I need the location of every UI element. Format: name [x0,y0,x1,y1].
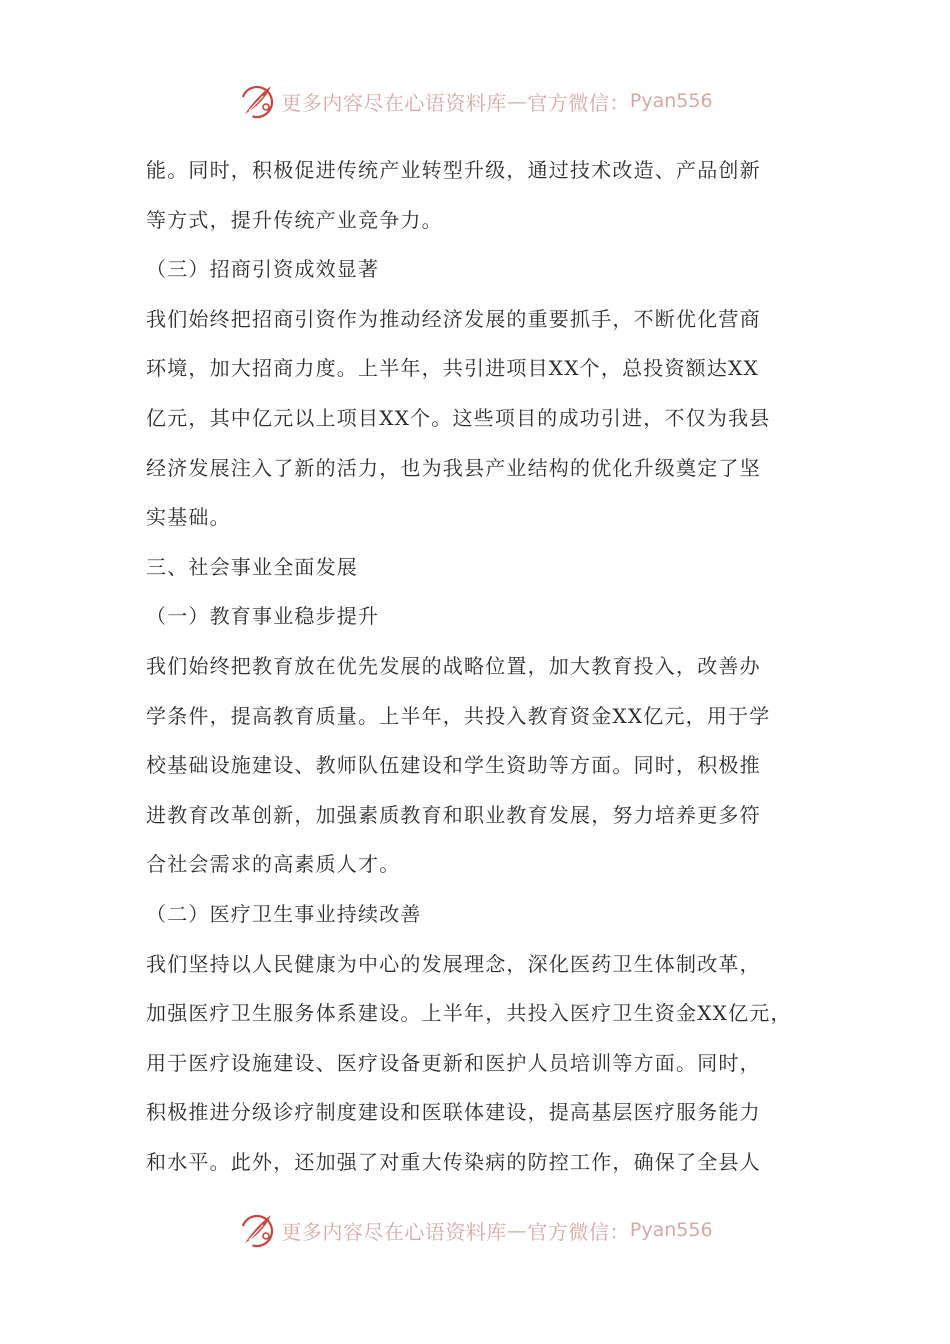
watermark-wechat-id: Pyan556 [629,1219,713,1241]
footer-watermark [0,1205,950,1255]
text-line: 经济发展注入了新的活力，也为我县产业结构的优化升级奠定了坚 [146,455,761,480]
watermark-dash: — [506,1218,528,1242]
watermark-main-text: 更多内容尽在心语资料库 [281,90,507,115]
header-watermark [0,76,950,126]
text-line: 和水平。此外，还加强了对重大传染病的防控工作，确保了全县人 [146,1149,761,1174]
text-line: 我们始终把教育放在优先发展的战略位置，加大教育投入，改善办 [146,653,761,678]
watermark-wechat-id: Pyan556 [629,90,713,112]
quill-logo-icon [237,1210,277,1250]
section-heading: （二）医疗卫生事业持续改善 [146,901,422,926]
text-line: 合社会需求的高素质人才。 [146,852,401,877]
quill-logo-icon [237,81,277,121]
text-line: 能。同时，积极促进传统产业转型升级，通过技术改造、产品创新 [146,158,761,182]
watermark-dash: — [506,89,528,113]
text-line: 我们坚持以人民健康为中心的发展理念，深化医药卫生体制改革， [146,951,761,976]
text-line: 环境，加大招商力度。上半年，共引进项目XX个，总投资额达XX [146,356,759,381]
section-heading: （三）招商引资成效显著 [146,257,380,282]
watermark-sub-text: 官方微信： [527,1219,630,1244]
watermark-sub-text: 官方微信： [527,90,630,115]
text-line: 我们始终把招商引资作为推动经济发展的重要抓手，不断优化营商 [146,306,761,331]
text-line: 等方式，提升传统产业竞争力。 [146,207,443,232]
text-line: 学条件，提高教育质量。上半年，共投入教育资金XX亿元，用于学 [146,703,771,728]
text-line: 校基础设施建设、教师队伍建设和学生资助等方面。同时，积极推 [146,753,761,778]
document-body [146,146,811,1187]
text-line: 积极推进分级诊疗制度建设和医联体建设，提高基层医疗服务能力 [146,1100,761,1125]
text-line: 亿元，其中亿元以上项目XX个。这些项目的成功引进，不仅为我县 [146,405,771,430]
text-line: 进教育改革创新，加强素质教育和职业教育发展，努力培养更多符 [146,802,761,827]
section-heading: （一）教育事业稳步提升 [146,604,380,629]
text-line: 实基础。 [146,505,231,530]
text-line: 用于医疗设施建设、医疗设备更新和医护人员培训等方面。同时， [146,1050,761,1075]
text-line: 加强医疗卫生服务体系建设。上半年，共投入医疗卫生资金XX亿元， [146,1001,792,1026]
watermark-main-text: 更多内容尽在心语资料库 [281,1219,507,1244]
chapter-heading: 三、社会事业全面发展 [146,554,358,579]
